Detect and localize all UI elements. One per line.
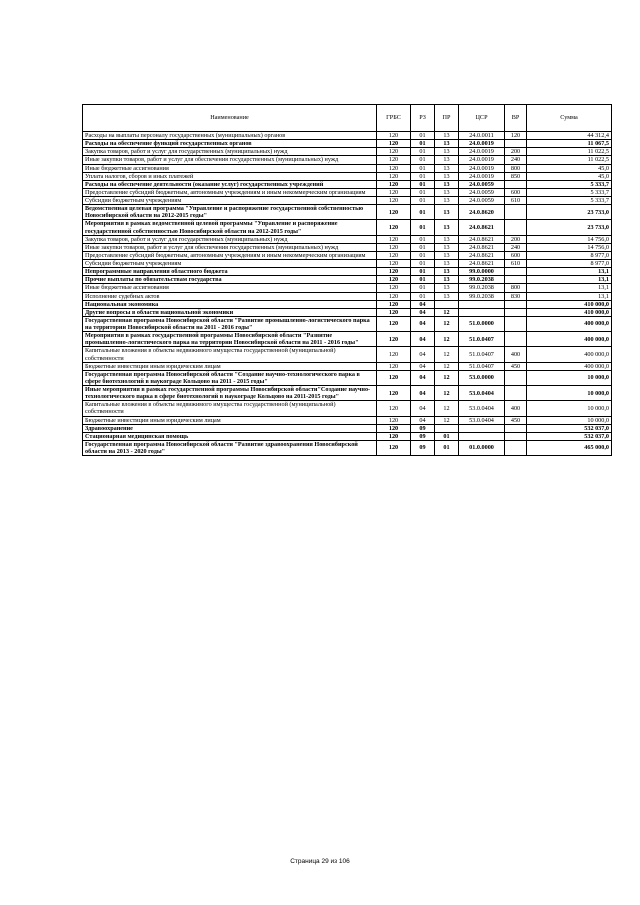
cell-vr	[505, 220, 527, 235]
header-grbs: ГРБС	[377, 105, 411, 132]
cell-grbs: 120	[377, 197, 411, 205]
table-row	[83, 132, 612, 140]
cell-sum: 8 977,0	[527, 260, 612, 268]
table-row	[83, 308, 612, 316]
cell-sum: 13,1	[527, 292, 612, 300]
cell-csr: 24.0.0019	[459, 140, 505, 148]
cell-name: Расходы на обеспечение деятельности (оказание услуг) государственных учреждений	[83, 180, 377, 188]
cell-name: Иные мероприятия в рамках государственной программы Новосибирской области"Создание научно-технологического парка в сфере биотехнологий в наукограде Кольцово на 2011-2015 годы"	[83, 386, 377, 401]
cell-sum: 5 333,7	[527, 180, 612, 188]
table-row	[83, 316, 612, 331]
cell-csr: 24.0.0011	[459, 132, 505, 140]
cell-grbs: 120	[377, 300, 411, 308]
cell-sum: 11 067,5	[527, 140, 612, 148]
cell-grbs: 120	[377, 180, 411, 188]
cell-pr: 12	[435, 332, 459, 347]
cell-name: Субсидии бюджетным учреждениям	[83, 260, 377, 268]
cell-name: Ведомственная целевая программа "Управление и распоряжение государственной собственностью Новосибирской области на 2012-2015 годы"	[83, 205, 377, 220]
cell-rz: 01	[411, 284, 435, 292]
table-row	[83, 251, 612, 259]
cell-csr: 24.0.8620	[459, 205, 505, 220]
cell-vr: 200	[505, 235, 527, 243]
cell-name: Мероприятия в рамках ведомственной целевой программы "Управление и распоряжение государственной собственностью Новосибирской области на 2012-2015 годы"	[83, 220, 377, 235]
cell-rz: 04	[411, 370, 435, 385]
cell-pr: 13	[435, 284, 459, 292]
cell-csr: 24.0.0059	[459, 188, 505, 196]
table-row	[83, 440, 612, 455]
table-row	[83, 188, 612, 196]
cell-grbs: 120	[377, 140, 411, 148]
cell-pr: 13	[435, 197, 459, 205]
table-row	[83, 292, 612, 300]
cell-rz: 04	[411, 362, 435, 370]
cell-grbs: 120	[377, 205, 411, 220]
cell-sum: 23 733,0	[527, 205, 612, 220]
cell-grbs: 120	[377, 308, 411, 316]
table-row	[83, 284, 612, 292]
cell-csr: 51.0.0407	[459, 362, 505, 370]
cell-csr: 24.0.8621	[459, 243, 505, 251]
cell-csr: 99.0.0000	[459, 268, 505, 276]
cell-csr: 99.0.2038	[459, 292, 505, 300]
cell-grbs: 120	[377, 347, 411, 362]
cell-sum: 10 000,0	[527, 416, 612, 424]
cell-pr: 13	[435, 220, 459, 235]
cell-sum: 532 037,0	[527, 432, 612, 440]
cell-rz: 01	[411, 197, 435, 205]
cell-csr: 24.0.8621	[459, 251, 505, 259]
cell-csr: 51.0.0000	[459, 316, 505, 331]
cell-csr: 24.0.0019	[459, 148, 505, 156]
table-row	[83, 276, 612, 284]
cell-name: Непрограммные направления областного бюджета	[83, 268, 377, 276]
cell-rz: 09	[411, 432, 435, 440]
cell-vr: 600	[505, 251, 527, 259]
cell-rz: 04	[411, 347, 435, 362]
cell-rz: 01	[411, 260, 435, 268]
cell-vr: 800	[505, 284, 527, 292]
cell-vr	[505, 316, 527, 331]
cell-vr: 240	[505, 243, 527, 251]
cell-sum: 13,1	[527, 284, 612, 292]
cell-sum: 11 022,5	[527, 148, 612, 156]
cell-grbs: 120	[377, 316, 411, 331]
cell-grbs: 120	[377, 284, 411, 292]
cell-csr	[459, 424, 505, 432]
cell-vr: 450	[505, 416, 527, 424]
cell-csr	[459, 308, 505, 316]
table-row	[83, 370, 612, 385]
cell-rz: 04	[411, 300, 435, 308]
cell-csr: 99.0.2038	[459, 284, 505, 292]
table-row	[83, 172, 612, 180]
cell-name: Здравоохранение	[83, 424, 377, 432]
cell-pr: 13	[435, 164, 459, 172]
cell-csr: 24.0.0019	[459, 156, 505, 164]
cell-vr	[505, 386, 527, 401]
cell-vr	[505, 300, 527, 308]
cell-grbs: 120	[377, 220, 411, 235]
cell-grbs: 120	[377, 148, 411, 156]
cell-sum: 23 733,0	[527, 220, 612, 235]
cell-rz: 04	[411, 386, 435, 401]
cell-pr: 01	[435, 432, 459, 440]
cell-sum: 14 756,0	[527, 235, 612, 243]
cell-grbs: 120	[377, 432, 411, 440]
cell-sum: 400 000,0	[527, 362, 612, 370]
table-row	[83, 332, 612, 347]
cell-csr: 24.0.0059	[459, 180, 505, 188]
cell-pr: 13	[435, 276, 459, 284]
cell-pr: 12	[435, 386, 459, 401]
budget-table	[82, 104, 612, 456]
cell-vr: 600	[505, 188, 527, 196]
cell-grbs: 120	[377, 362, 411, 370]
cell-grbs: 120	[377, 260, 411, 268]
cell-name: Мероприятия в рамках государственной программы Новосибирской области "Развитие промышленно-логистического парка на территории Новосибирской области на 2011 - 2016 годы"	[83, 332, 377, 347]
cell-csr	[459, 300, 505, 308]
cell-pr: 12	[435, 347, 459, 362]
cell-grbs: 120	[377, 440, 411, 455]
page-number: Страница 29 из 106	[290, 858, 350, 865]
cell-grbs: 120	[377, 386, 411, 401]
cell-rz: 01	[411, 251, 435, 259]
cell-rz: 09	[411, 440, 435, 455]
cell-sum: 10 000,0	[527, 370, 612, 385]
cell-name: Государственная программа Новосибирской области "Создание научно-технологического парка в сфере биотехнологий в наукограде Кольцово на 2011 - 2015 годы"	[83, 370, 377, 385]
cell-sum: 5 333,7	[527, 188, 612, 196]
cell-pr: 13	[435, 132, 459, 140]
cell-grbs: 120	[377, 235, 411, 243]
cell-sum: 465 000,0	[527, 440, 612, 455]
cell-csr: 53.0.0404	[459, 416, 505, 424]
cell-pr: 13	[435, 260, 459, 268]
table-row	[83, 156, 612, 164]
cell-pr: 13	[435, 180, 459, 188]
table-row	[83, 416, 612, 424]
cell-rz: 01	[411, 148, 435, 156]
cell-name: Закупка товаров, работ и услуг для государственных (муниципальных) нужд	[83, 235, 377, 243]
cell-grbs: 120	[377, 132, 411, 140]
cell-name: Государственная программа Новосибирской области "Развитие промышленно-логистического парка на территории Новосибирской области на 2011 - 2016 годы"	[83, 316, 377, 331]
cell-sum: 410 000,0	[527, 300, 612, 308]
cell-pr: 13	[435, 172, 459, 180]
table-body	[83, 132, 612, 456]
cell-sum: 5 333,7	[527, 197, 612, 205]
table-row	[83, 386, 612, 401]
cell-name: Капитальные вложения в объекты недвижимого имущества государственной (муниципальной) собственности	[83, 401, 377, 416]
cell-sum: 44 312,4	[527, 132, 612, 140]
header-pr: ПР	[435, 105, 459, 132]
cell-vr: 450	[505, 362, 527, 370]
cell-csr: 01.0.0000	[459, 440, 505, 455]
cell-grbs: 120	[377, 188, 411, 196]
cell-name: Бюджетные инвестиции иным юридическим лицам	[83, 362, 377, 370]
cell-name: Иные бюджетные ассигнования	[83, 284, 377, 292]
cell-sum: 400 000,0	[527, 332, 612, 347]
cell-csr: 24.0.8621	[459, 235, 505, 243]
cell-name: Другие вопросы в области национальной экономики	[83, 308, 377, 316]
table-row	[83, 268, 612, 276]
cell-rz: 01	[411, 156, 435, 164]
table-row	[83, 235, 612, 243]
header-vr: ВР	[505, 105, 527, 132]
cell-vr: 830	[505, 292, 527, 300]
cell-sum: 13,1	[527, 276, 612, 284]
cell-vr	[505, 332, 527, 347]
cell-sum: 13,1	[527, 268, 612, 276]
table-row	[83, 432, 612, 440]
cell-vr	[505, 205, 527, 220]
cell-csr: 53.0.0404	[459, 401, 505, 416]
cell-csr: 51.0.0407	[459, 347, 505, 362]
table-row	[83, 164, 612, 172]
cell-sum: 11 022,5	[527, 156, 612, 164]
cell-pr: 13	[435, 140, 459, 148]
cell-rz: 01	[411, 292, 435, 300]
cell-grbs: 120	[377, 156, 411, 164]
cell-vr	[505, 140, 527, 148]
table-header-row	[83, 105, 612, 132]
cell-pr: 13	[435, 251, 459, 259]
cell-pr: 13	[435, 205, 459, 220]
cell-pr	[435, 300, 459, 308]
cell-name: Уплата налогов, сборов и иных платежей	[83, 172, 377, 180]
cell-name: Иные закупки товаров, работ и услуг для обеспечения государственных (муниципальных) нужд	[83, 156, 377, 164]
cell-rz: 01	[411, 188, 435, 196]
cell-name: Капитальные вложения в объекты недвижимого имущества государственной (муниципальной) собственности	[83, 347, 377, 362]
cell-rz: 01	[411, 205, 435, 220]
cell-pr: 12	[435, 316, 459, 331]
cell-grbs: 120	[377, 251, 411, 259]
cell-csr: 24.0.0019	[459, 164, 505, 172]
cell-vr	[505, 370, 527, 385]
cell-name: Закупка товаров, работ и услуг для государственных (муниципальных) нужд	[83, 148, 377, 156]
cell-rz: 01	[411, 140, 435, 148]
cell-sum: 532 037,0	[527, 424, 612, 432]
cell-rz: 01	[411, 243, 435, 251]
cell-name: Предоставление субсидий бюджетным, автономным учреждениям и иным некоммерческим организациям	[83, 188, 377, 196]
cell-vr	[505, 276, 527, 284]
cell-csr: 24.0.8621	[459, 260, 505, 268]
cell-pr: 13	[435, 188, 459, 196]
header-name: Наименование	[83, 105, 377, 132]
cell-grbs: 120	[377, 164, 411, 172]
cell-vr: 200	[505, 148, 527, 156]
table-row	[83, 140, 612, 148]
cell-csr: 53.0.0000	[459, 370, 505, 385]
cell-vr: 400	[505, 347, 527, 362]
cell-rz: 01	[411, 164, 435, 172]
cell-pr: 12	[435, 416, 459, 424]
cell-rz: 01	[411, 276, 435, 284]
cell-vr: 850	[505, 172, 527, 180]
cell-sum: 400 000,0	[527, 316, 612, 331]
cell-grbs: 120	[377, 332, 411, 347]
table-row	[83, 401, 612, 416]
table-row	[83, 243, 612, 251]
table-row	[83, 260, 612, 268]
cell-vr	[505, 268, 527, 276]
cell-pr: 01	[435, 440, 459, 455]
cell-name: Иные закупки товаров, работ и услуг для обеспечения государственных (муниципальных) нужд	[83, 243, 377, 251]
cell-pr: 12	[435, 370, 459, 385]
cell-pr: 12	[435, 308, 459, 316]
cell-csr: 53.0.0404	[459, 386, 505, 401]
cell-name: Иные бюджетные ассигнования	[83, 164, 377, 172]
cell-csr: 51.0.0407	[459, 332, 505, 347]
table-row	[83, 424, 612, 432]
cell-vr	[505, 432, 527, 440]
cell-grbs: 120	[377, 243, 411, 251]
cell-name: Расходы на обеспечение функций государственных органов	[83, 140, 377, 148]
cell-vr	[505, 424, 527, 432]
cell-csr: 24.0.0059	[459, 197, 505, 205]
cell-vr	[505, 308, 527, 316]
cell-pr: 12	[435, 362, 459, 370]
cell-vr	[505, 440, 527, 455]
header-rz: РЗ	[411, 105, 435, 132]
cell-csr	[459, 432, 505, 440]
cell-grbs: 120	[377, 370, 411, 385]
cell-name: Государственная программа Новосибирской области "Развитие здравоохранения Новосибирской области на 2013 - 2020 годы"	[83, 440, 377, 455]
cell-pr	[435, 424, 459, 432]
cell-rz: 04	[411, 332, 435, 347]
cell-name: Прочие выплаты по обязательствам государства	[83, 276, 377, 284]
table-row	[83, 300, 612, 308]
cell-name: Исполнение судебных актов	[83, 292, 377, 300]
cell-csr: 99.0.2038	[459, 276, 505, 284]
cell-name: Бюджетные инвестиции иным юридическим лицам	[83, 416, 377, 424]
cell-pr: 13	[435, 235, 459, 243]
cell-vr: 400	[505, 401, 527, 416]
cell-rz: 04	[411, 308, 435, 316]
cell-sum: 45,0	[527, 172, 612, 180]
cell-vr: 120	[505, 132, 527, 140]
cell-rz: 01	[411, 172, 435, 180]
cell-name: Субсидии бюджетным учреждениям	[83, 197, 377, 205]
cell-rz: 04	[411, 316, 435, 331]
cell-sum: 8 977,0	[527, 251, 612, 259]
cell-grbs: 120	[377, 276, 411, 284]
header-csr: ЦСР	[459, 105, 505, 132]
cell-rz: 01	[411, 180, 435, 188]
cell-sum: 10 000,0	[527, 386, 612, 401]
cell-grbs: 120	[377, 401, 411, 416]
cell-vr: 240	[505, 156, 527, 164]
cell-csr: 24.0.0019	[459, 172, 505, 180]
cell-name: Расходы на выплаты персоналу государственных (муниципальных) органов	[83, 132, 377, 140]
cell-pr: 13	[435, 156, 459, 164]
table-row	[83, 362, 612, 370]
cell-grbs: 120	[377, 416, 411, 424]
cell-rz: 09	[411, 424, 435, 432]
cell-sum: 410 000,0	[527, 308, 612, 316]
table-row	[83, 180, 612, 188]
cell-rz: 04	[411, 416, 435, 424]
cell-pr: 13	[435, 292, 459, 300]
cell-grbs: 120	[377, 172, 411, 180]
header-sum: Сумма	[527, 105, 612, 132]
cell-vr: 610	[505, 260, 527, 268]
table-row	[83, 197, 612, 205]
cell-name: Предоставление субсидий бюджетным, автономным учреждениям и иным некоммерческим организациям	[83, 251, 377, 259]
cell-pr: 13	[435, 148, 459, 156]
cell-rz: 01	[411, 132, 435, 140]
cell-sum: 14 756,0	[527, 243, 612, 251]
cell-grbs: 120	[377, 292, 411, 300]
cell-sum: 400 000,0	[527, 347, 612, 362]
cell-csr: 24.0.8621	[459, 220, 505, 235]
cell-vr: 800	[505, 164, 527, 172]
cell-pr: 13	[435, 268, 459, 276]
cell-vr	[505, 180, 527, 188]
table-row	[83, 347, 612, 362]
cell-name: Стационарная медицинская помощь	[83, 432, 377, 440]
table-row	[83, 220, 612, 235]
cell-grbs: 120	[377, 424, 411, 432]
cell-sum: 10 000,0	[527, 401, 612, 416]
cell-sum: 45,0	[527, 164, 612, 172]
cell-rz: 01	[411, 220, 435, 235]
cell-pr: 12	[435, 401, 459, 416]
cell-vr: 610	[505, 197, 527, 205]
table-row	[83, 148, 612, 156]
cell-rz: 01	[411, 235, 435, 243]
cell-rz: 04	[411, 401, 435, 416]
table-row	[83, 205, 612, 220]
cell-grbs: 120	[377, 268, 411, 276]
cell-rz: 01	[411, 268, 435, 276]
cell-name: Национальная экономика	[83, 300, 377, 308]
cell-pr: 13	[435, 243, 459, 251]
